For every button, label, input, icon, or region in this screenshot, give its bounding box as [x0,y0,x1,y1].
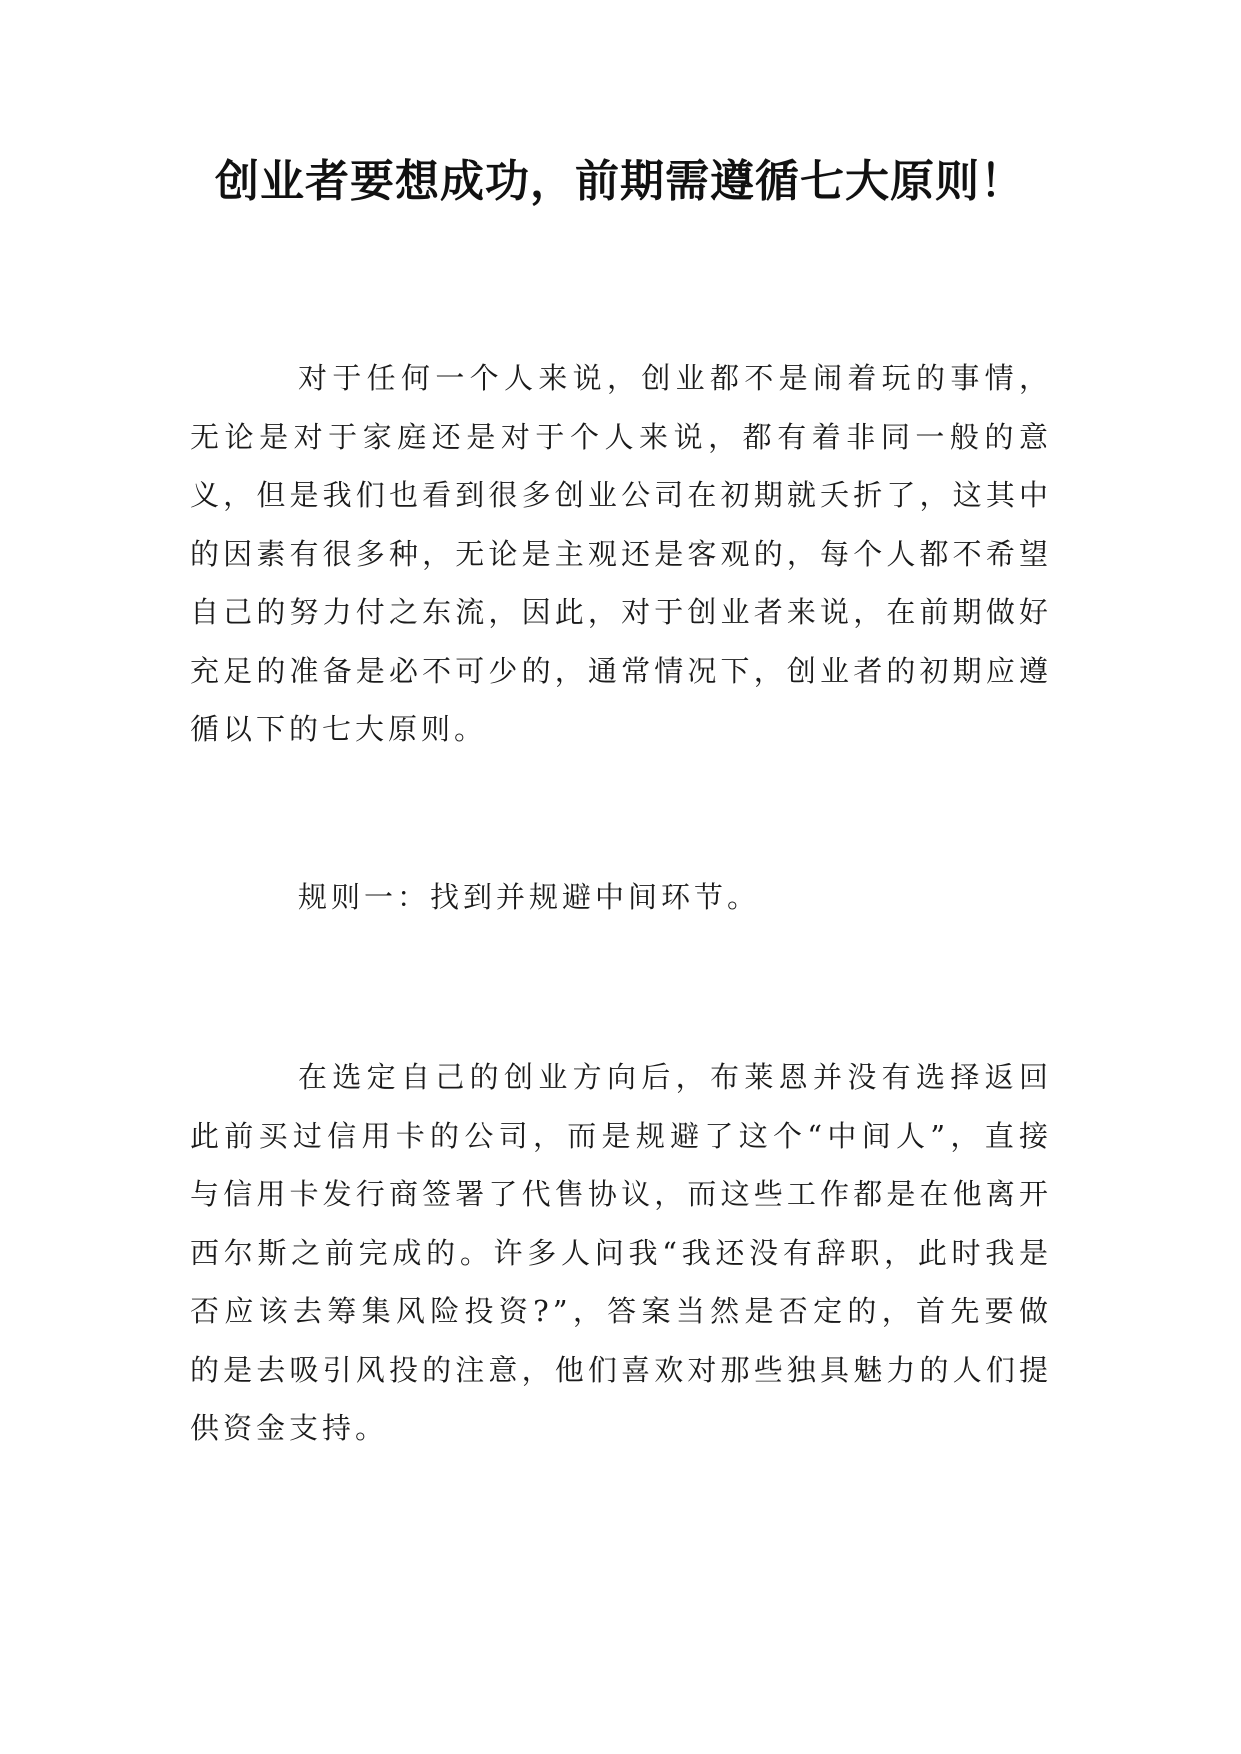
paragraph-rule-one-heading: 规则一：找到并规避中间环节。 [298,880,761,914]
paragraph-rule-one-body: 在选定自己的创业方向后，布莱恩并没有选择返回此前买过信用卡的公司，而是规避了这个“中间人”，直接与信用卡发行商签署了代售协议，而这些工作都是在他离开西尔斯之前完成的。许多人问我“我还没有辞职，此时我是否应该去筹集风险投资?”，答案当然是否定的，首先要做的是去吸引风投的注意，他们喜欢对那些独具魅力的人们提供资金支持。 [190,1060,1052,1445]
document-title: 创业者要想成功，前期需遵循七大原则！ [215,156,1025,207]
paragraph-intro: 对于任何一个人来说，创业都不是闹着玩的事情，无论是对于家庭还是对于个人来说，都有着非同一般的意义，但是我们也看到很多创业公司在初期就夭折了，这其中的因素有很多种，无论是主观还是客观的，每个人都不希望自己的努力付之东流，因此，对于创业者来说，在前期做好充足的准备是必不可少的，通常情况下，创业者的初期应遵循以下的七大原则。 [190,361,1052,746]
